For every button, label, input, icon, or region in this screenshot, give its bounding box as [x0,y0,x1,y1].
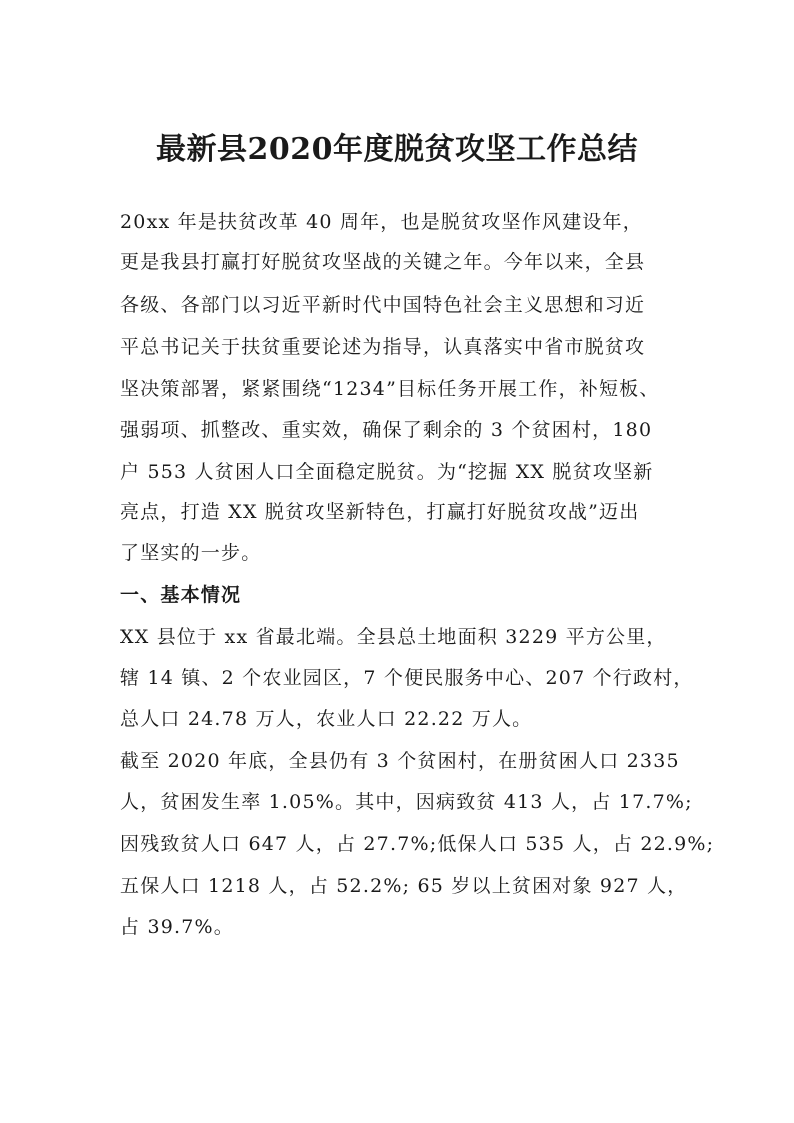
intro-line-8: 亮点，打造 XX 脱贫攻坚新特色，打赢打好脱贫攻战”迈出 [120,501,640,523]
section1-para1-line-3: 总人口 24.78 万人，农业人口 22.22 万人。 [120,708,533,730]
document-title: 最新县2020年度脱贫攻坚工作总结 [156,132,638,167]
section1-para2-line-1: 截至 2020 年底，全县仍有 3 个贫困村，在册贫困人口 2335 [120,750,680,772]
section1-para2-line-5: 占 39.7%。 [120,916,234,938]
intro-line-4: 平总书记关于扶贫重要论述为指导，认真落实中省市脱贫攻 [120,336,646,358]
section-heading-basic-info: 一、基本情况 [120,584,242,606]
intro-line-9: 了坚实的一步。 [120,542,262,564]
intro-line-6: 强弱项、抓整改、重实效，确保了剩余的 3 个贫困村，180 [120,419,653,441]
intro-line-5: 坚决策部署，紧紧围绕“1234”目标任务开展工作，补短板、 [120,378,660,400]
section1-para2-line-2: 人，贫困发生率 1.05%。其中，因病致贫 413 人，占 17.7%; [120,791,693,813]
intro-line-7: 户 553 人贫困人口全面稳定脱贫。为“挖掘 XX 脱贫攻坚新 [120,461,654,483]
section1-para1-line-1: XX 县位于 xx 省最北端。全县总土地面积 3229 平方公里， [120,626,667,648]
section1-para1-line-2: 辖 14 镇、2 个农业园区，7 个便民服务中心、207 个行政村， [120,667,694,689]
intro-line-1: 20xx 年是扶贫改革 40 周年，也是脱贫攻坚作风建设年， [120,211,643,233]
section1-para2-line-3: 因残致贫人口 647 人，占 27.7%;低保人口 535 人，占 22.9%; [120,833,715,855]
intro-line-3: 各级、各部门以习近平新时代中国特色社会主义思想和习近 [120,294,646,316]
intro-line-2: 更是我县打赢打好脱贫攻坚战的关键之年。今年以来，全县 [120,251,646,273]
section1-para2-line-4: 五保人口 1218 人，占 52.2%; 65 岁以上贫困对象 927 人， [120,875,688,897]
